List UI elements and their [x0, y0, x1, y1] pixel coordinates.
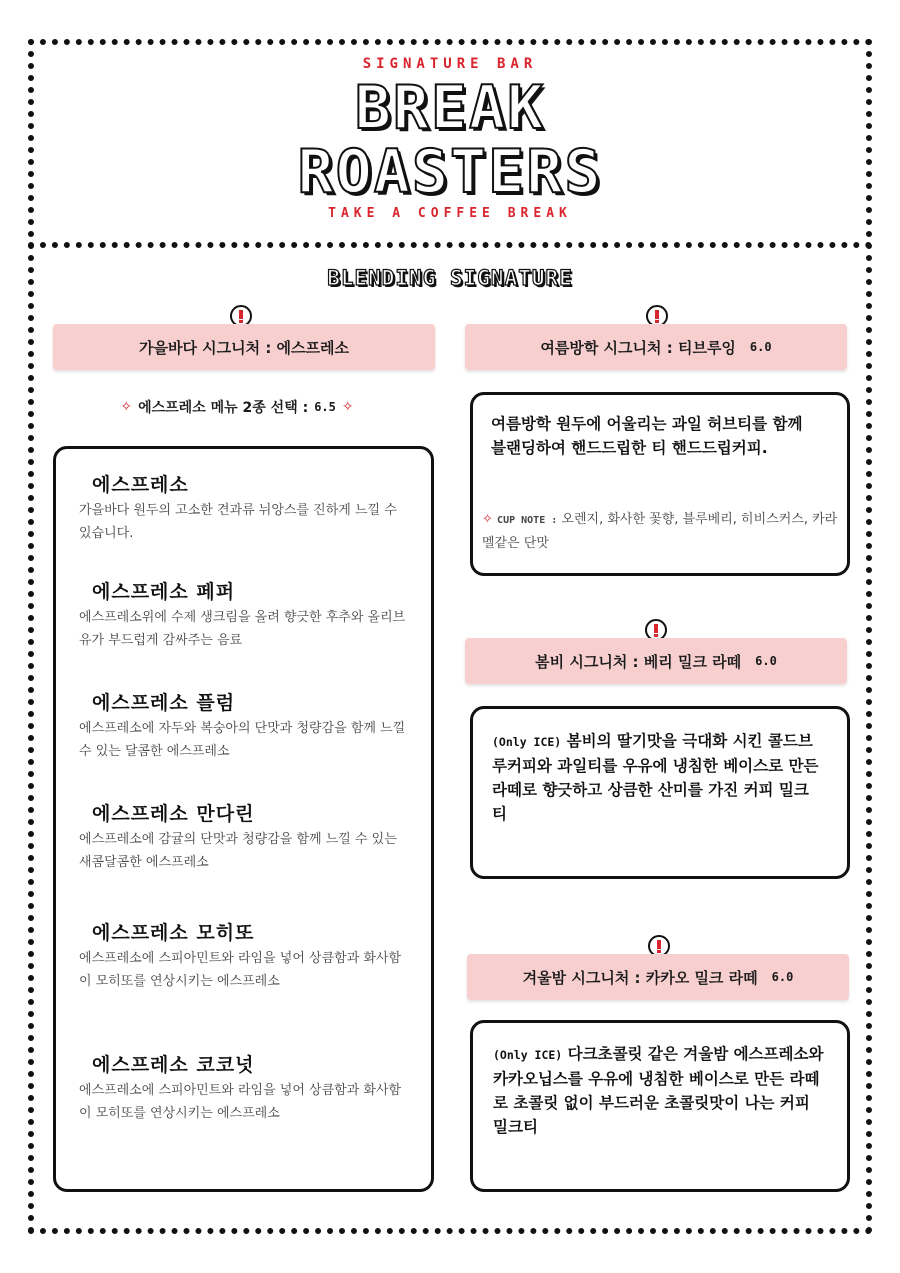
tagline: TAKE A COFFEE BREAK [328, 206, 572, 221]
tag-label: 여름방학 시그니처 : 티브루잉 [540, 338, 736, 357]
winter-signature-tag [467, 954, 849, 1000]
summer-desc: 여름방학 원두에 어울리는 과일 허브티를 함께 블랜딩하여 핸드드립한 티 핸드드립커피. [491, 415, 803, 457]
spring-signature-tag [465, 638, 847, 684]
tag-price: 6.0 [755, 654, 777, 668]
cup-note-label: CUP NOTE : [497, 515, 558, 526]
tag-price: 6.0 [771, 970, 794, 984]
menu-item-name: 에스프레소 [92, 474, 189, 496]
choice-price: 6.5 [314, 400, 336, 414]
only-ice-label: (Only ICE) [493, 1048, 563, 1062]
menu-item-desc: 에스프레소에 스피아민트와 라임을 넣어 상큼함과 화사함이 모히또를 연상시키는 에스프레소 [79, 951, 402, 989]
menu-item-name: 에스프레소 모히또 [92, 922, 255, 944]
menu-item-desc: 에스프레소에 스피아민트와 라임을 넣어 상큼함과 화사함이 모히또를 연상시키는 에스프레소 [79, 1083, 402, 1121]
cup-note-text: 오렌지, 화사한 꽃향, 블루베리, 히비스커스, 카라멜같은 단맛 [482, 512, 838, 551]
choice-label: 에스프레소 메뉴 2종 선택 : [138, 400, 309, 416]
spring-desc-wrap [492, 729, 822, 826]
menu-choice-line [66, 397, 408, 417]
winter-desc-wrap [493, 1042, 828, 1139]
menu-item-name: 에스프레소 페퍼 [92, 581, 236, 603]
menu-item-desc: 가을바다 원두의 고소한 견과류 뉘앙스를 진하게 느낄 수 있습니다. [79, 503, 397, 541]
menu-item-name: 에스프레소 만다린 [92, 803, 255, 825]
sparkle-icon: ✧ [482, 512, 493, 527]
sparkle-icon: ✧ [341, 399, 354, 415]
cup-note [482, 508, 842, 555]
menu-item-desc: 에스프레소에 자두와 복숭아의 단맛과 청량감을 함께 느낄 수 있는 달콤한 에스프레소 [79, 721, 406, 759]
kicker: SIGNATURE BAR [362, 56, 538, 72]
winter-desc: 다크초콜릿 같은 겨울밤 에스프레소와 카카오닙스를 우유에 냉침한 베이스로 만든 라떼로 초콜릿 없이 부드러운 초콜릿맛이 나는 커피 밀크티 [493, 1045, 824, 1136]
header-divider [28, 242, 872, 248]
summer-signature-tag [465, 324, 847, 370]
tag-label: 가을바다 시그니처 : 에스프레소 [138, 338, 350, 357]
tag-label: 봄비 시그니처 : 베리 밀크 라떼 [535, 652, 742, 671]
menu-item-name: 에스프레소 플럼 [92, 692, 236, 714]
only-ice-label: (Only ICE) [492, 735, 562, 749]
brand-line-1: BREAK [354, 73, 546, 143]
tag-label: 겨울밤 시그니처 : 카카오 밀크 라떼 [522, 968, 758, 987]
menu-item-desc: 에스프레소에 감귤의 단맛과 청량감을 함께 느낄 수 있는 새콤달콤한 에스프레소 [79, 832, 397, 870]
section-title: BLENDING SIGNATURE [327, 266, 573, 290]
left-signature-tag [53, 324, 435, 370]
menu-item-name: 에스프레소 코코넛 [92, 1054, 255, 1076]
tag-price: 6.0 [749, 340, 772, 354]
spring-desc: 봄비의 딸기맛을 극대화 시킨 콜드브루커피와 과일티를 우유에 냉침한 베이스로 만든 라떼로 향긋하고 상큼한 산미를 가진 커피 밀크티 [492, 732, 819, 823]
sparkle-icon: ✧ [120, 399, 133, 415]
menu-item-desc: 에스프레소위에 수제 생크림을 올려 향긋한 후추와 올리브유가 부드럽게 감싸주는 음료 [79, 610, 406, 648]
brand-line-2: ROASTERS [297, 137, 603, 207]
